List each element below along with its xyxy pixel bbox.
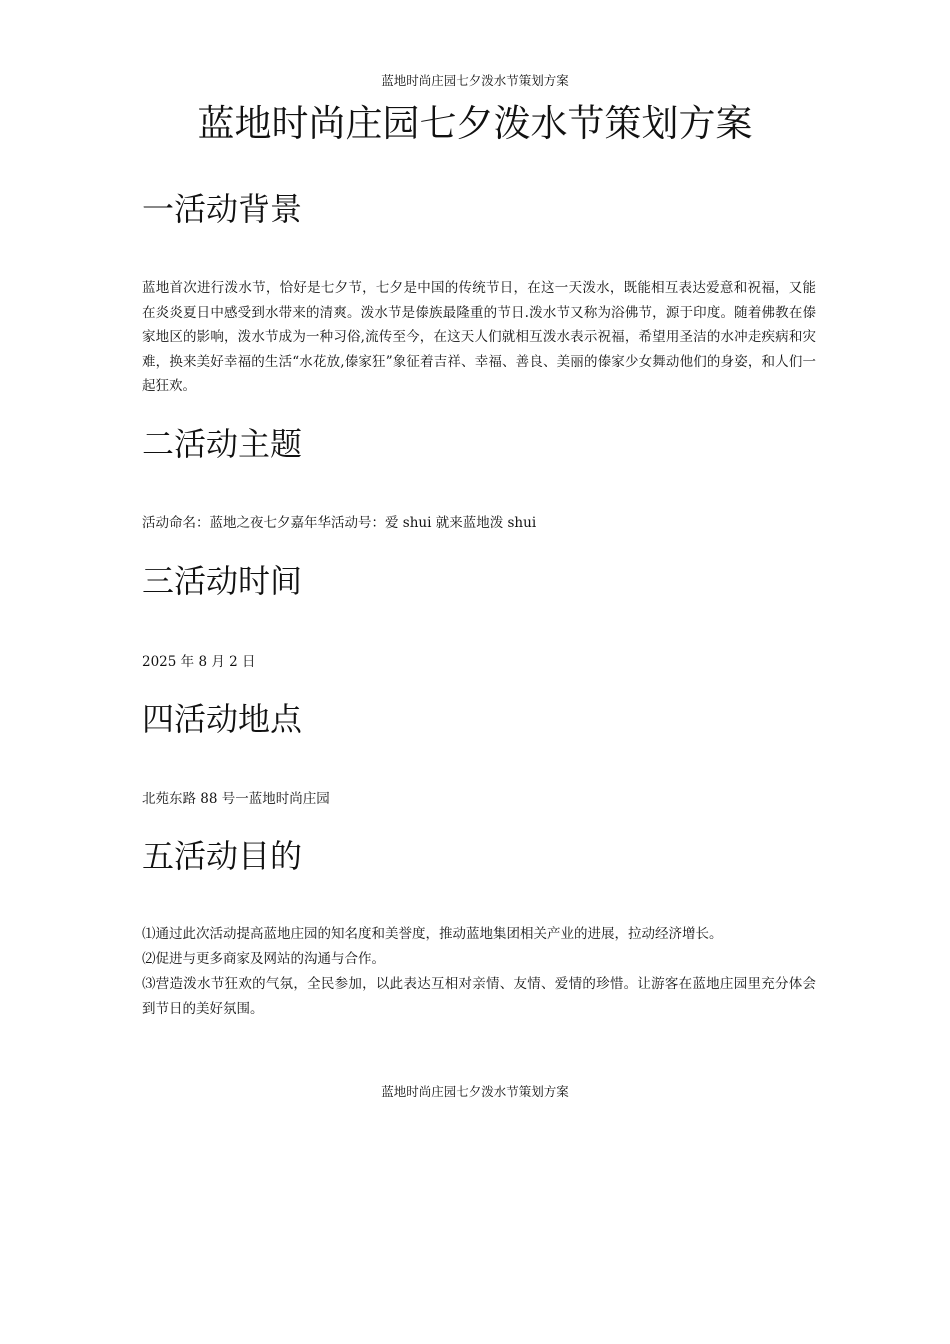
purpose-list [142,922,816,1022]
background-paragraph: 蓝地首次进行泼水节，恰好是七夕节，七夕是中国的传统节日，在这一天泼水，既能相互表达爱意和祝福，又能在炎炎夏日中感受到水带来的清爽。泼水节是傣族最隆重的节日.泼水节又称为浴佛节，源于印度。随着佛教在傣家地区的影响，泼水节成为一种习俗,流传至今，在这天人们就相互泼水表示祝福，希望用圣洁的水冲走疾病和灾难，换来美好幸福的生活“水花放,傣家狂”象征着吉祥、幸福、善良、美丽的傣家少女舞动他们的身姿，和人们一起狂欢。 [142,280,816,394]
purpose-item-3: ⑶营造泼水节狂欢的气氛，全民参加，以此表达互相对亲情、友情、爱情的珍惜。让游客在蓝地庄园里充分体会到节日的美好氛围。 [142,976,816,1017]
running-footer: 蓝地时尚庄园七夕泼水节策划方案 [381,1084,569,1099]
section-heading-time: 三活动时间 [142,562,303,600]
running-header: 蓝地时尚庄园七夕泼水节策划方案 [381,73,569,88]
document-title: 蓝地时尚庄园七夕泼水节策划方案 [197,102,753,145]
location-paragraph: 北苑东路 88 号一蓝地时尚庄园 [142,791,330,807]
section-heading-theme: 二活动主题 [142,425,303,463]
purpose-item-2: ⑵促进与更多商家及网站的沟通与合作。 [142,951,385,967]
purpose-item-1: ⑴通过此次活动提高蓝地庄园的知名度和美誉度，推动蓝地集团相关产业的进展，拉动经济增长。 [142,926,723,942]
theme-paragraph: 活动命名：蓝地之夜七夕嘉年华活动号：爱 shui 就来蓝地泼 shui [142,515,537,531]
section-heading-background: 一活动背景 [142,190,303,228]
section-heading-purpose: 五活动目的 [142,837,303,875]
section-heading-location: 四活动地点 [142,700,303,738]
time-paragraph: 2025 年 8 月 2 日 [142,654,256,670]
